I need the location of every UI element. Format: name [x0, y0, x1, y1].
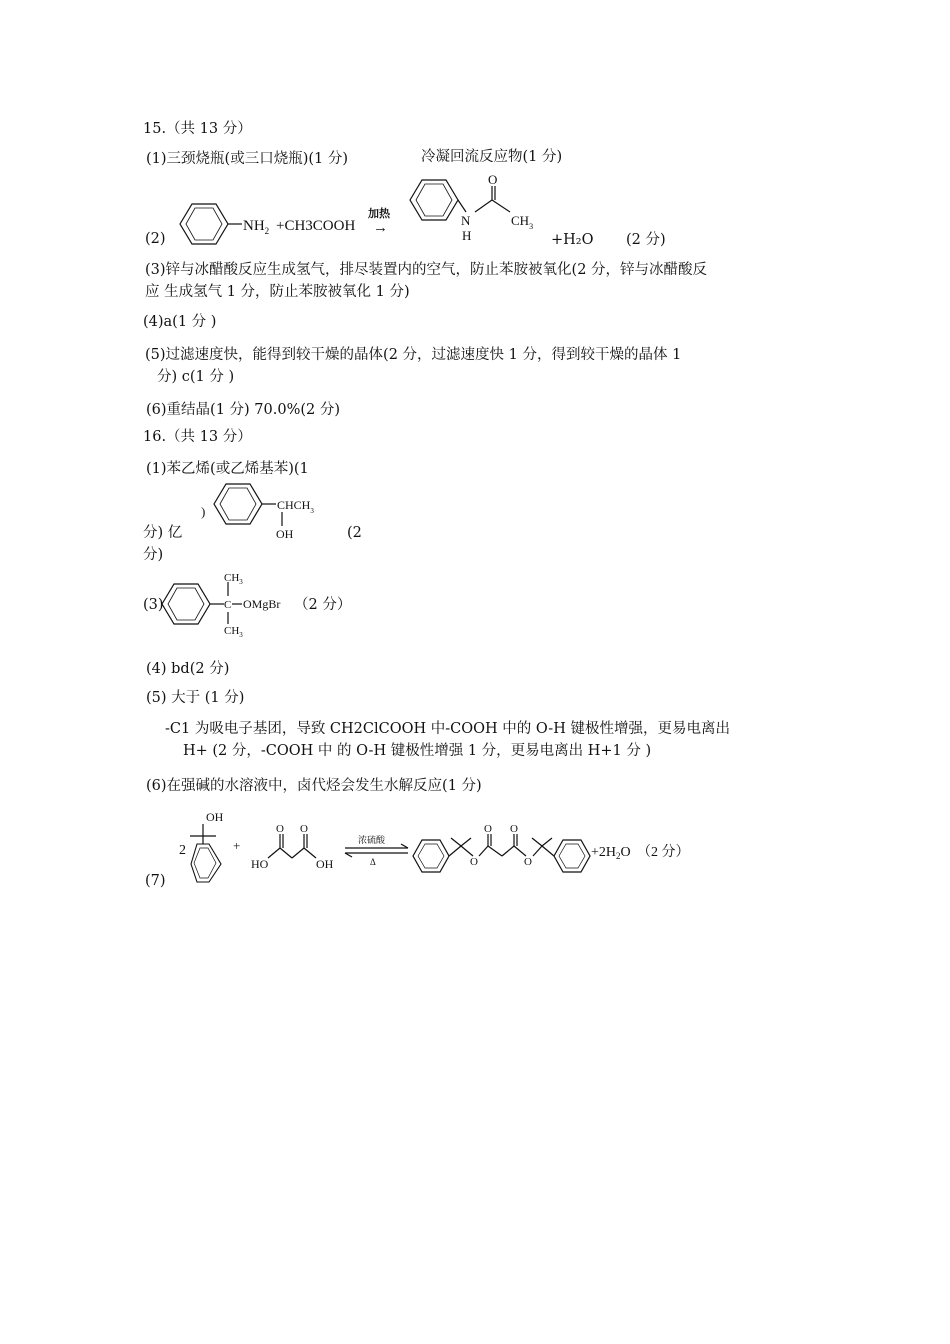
svg-text:O: O: [510, 823, 518, 835]
q16-header: 16.（共 13 分）: [143, 429, 252, 445]
q16-part2-answer: 分) 亿: [143, 525, 183, 541]
q15-part3-line1: (3)锌与冰醋酸反应生成氢气，排尽装置内的空气，防止苯胺被氧化(2 分，锌与冰醋酸反: [145, 262, 708, 278]
q16-part2-score: (2: [347, 525, 362, 541]
svg-text:+2H2O: $+2H_2O$: [591, 845, 631, 861]
svg-text:HO: HO: [251, 857, 269, 871]
q16-part7-label: (7): [145, 873, 166, 889]
heat-condition: 加热: [368, 208, 390, 220]
benzene-ring-alcohol: [191, 844, 221, 882]
benzene-ring-grignard-adduct: [162, 584, 210, 624]
q15-part6: (6)重结晶(1 分) 70.0%(2 分): [146, 402, 341, 418]
q15-part5-line2: 分) c(1 分 ): [157, 369, 235, 385]
svg-text:O: O: [300, 823, 308, 835]
q16-part4: (4) bd(2 分): [146, 661, 230, 677]
q15-part1-answer-b: 冷凝回流反应物(1 分): [421, 149, 563, 165]
reaction-arrow: →: [373, 220, 388, 236]
q15-part2-score: (2 分): [626, 232, 666, 248]
svg-text:OMgBr: OMgBr: [243, 597, 281, 611]
svg-text:NH2: $NH_2$: [243, 218, 270, 236]
svg-text:O: O: [276, 823, 284, 835]
q16-part3-structure: [160, 568, 310, 638]
svg-text:O: O: [524, 856, 532, 868]
heat-symbol: Δ: [370, 857, 376, 867]
svg-text:C: C: [224, 599, 232, 611]
benzene-ring-aniline: [180, 204, 228, 244]
q16-part5-line1: -C1 为吸电子基团，导致 CH2ClCOOH 中-COOH 中的 O-H 键极性增强，更易电离出: [165, 721, 730, 737]
q15-part3-line2: 应 生成氢气 1 分，防止苯胺被氧化 1 分): [145, 284, 410, 300]
svg-text:O: O: [484, 823, 492, 835]
svg-text:CH3: $CH_3$: [224, 572, 243, 586]
svg-text:OH: OH: [316, 857, 334, 871]
q16-part1: (1)苯乙烯(或乙烯基苯)(1: [146, 461, 309, 477]
q16-part2-score-tail: 分): [143, 547, 164, 563]
svg-text:N: N: [461, 213, 471, 228]
svg-text:O: O: [470, 856, 478, 868]
svg-text:H: H: [462, 228, 472, 243]
q16-part5-head: (5) 大于 (1 分): [146, 690, 245, 706]
catalyst-label: 浓硫酸: [358, 835, 386, 845]
q15-part2-label: (2): [145, 231, 166, 247]
svg-text:CH3: $CH_3$: [511, 213, 534, 231]
q16-part3-score: （2 分）: [294, 597, 352, 613]
q15-reaction-equation: [170, 172, 690, 252]
q16-part6: (6)在强碱的水溶液中，卤代烃会发生水解反应(1 分): [146, 778, 482, 794]
q15-header: 15.（共 13 分）: [143, 121, 252, 137]
q15-part2-water: +H₂O: [551, 232, 594, 248]
svg-text:O: O: [488, 172, 498, 187]
svg-text:+: +: [233, 838, 241, 853]
q15-part1-answer-a: (1)三颈烧瓶(或三口烧瓶)(1 分): [146, 151, 349, 167]
benzene-ring-1-phenylethanol: [214, 484, 262, 524]
q15-part5-line1: (5)过滤速度快，能得到较干燥的晶体(2 分，过滤速度快 1 分，得到较干燥的晶体 1: [145, 347, 682, 363]
acetic-acid-formula: +CH3COOH: [276, 218, 356, 234]
q16-part5-line2: H+ (2 分，-COOH 中 的 O-H 键极性增强 1 分，更易电离出 H+1 分 ): [183, 743, 652, 759]
svg-text:CH3: $CH_3$: [224, 625, 243, 639]
svg-text:OH: OH: [276, 527, 294, 541]
q16-part3-label: (3): [143, 597, 164, 613]
q16-esterification-equation: [170, 806, 730, 896]
benzene-ring-acetanilide: [410, 180, 458, 220]
q16-part2-structure: [198, 478, 348, 548]
svg-text:2: 2: [179, 843, 186, 858]
q16-part7-score: （2 分）: [637, 845, 690, 860]
svg-text:): ): [201, 504, 206, 519]
svg-text:OH: OH: [206, 810, 224, 824]
svg-text:CHCH3: $CHCH_3$: [277, 498, 314, 515]
q15-part4: (4)a(1 分 ): [143, 314, 217, 330]
